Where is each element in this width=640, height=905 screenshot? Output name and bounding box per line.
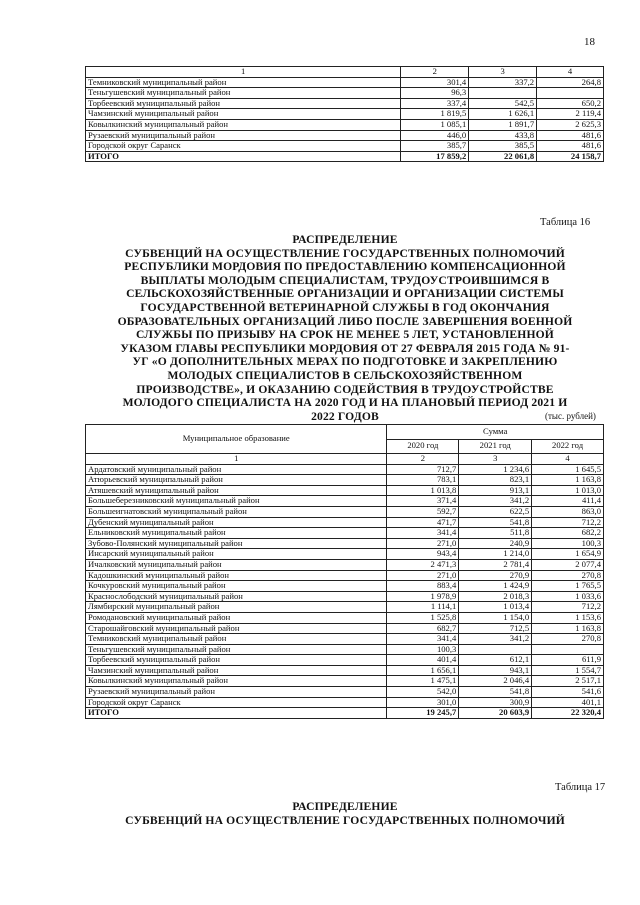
- table-row: [86, 130, 604, 141]
- value-cell: 592,7: [387, 506, 459, 517]
- value-cell: 1 163,8: [532, 623, 604, 634]
- page-number: 18: [584, 36, 595, 48]
- value-cell: 1 114,1: [387, 602, 459, 613]
- column-index: 1: [86, 454, 387, 465]
- table-row: [86, 538, 604, 549]
- municipality-cell: Зубово-Полянский муниципальный район: [86, 538, 387, 549]
- value-cell: 863,0: [532, 506, 604, 517]
- table-row: [86, 506, 604, 517]
- table-row: [86, 697, 604, 708]
- heading-line: УГ «О ДОПОЛНИТЕЛЬНЫХ МЕРАХ ПО ПОДГОТОВКЕ И ЗАКРЕПЛЕНИЮ: [132, 355, 558, 369]
- value-cell: 240,9: [459, 538, 532, 549]
- value-cell: 411,4: [532, 496, 604, 507]
- value-cell: 446,0: [401, 130, 469, 141]
- value-cell: 1 645,5: [532, 464, 604, 475]
- value-cell: 2 625,3: [537, 119, 604, 130]
- heading-line: СЕЛЬСКОХОЗЯЙСТВЕННЫЕ ОРГАНИЗАЦИИ И ОРГАНИЗАЦИИ СИСТЕМЫ: [126, 287, 564, 301]
- value-cell: 883,4: [387, 581, 459, 592]
- value-cell: 270,8: [532, 634, 604, 645]
- value-cell: 1 085,1: [401, 119, 469, 130]
- table-row: [86, 141, 604, 152]
- value-cell: 264,8: [537, 77, 604, 88]
- table-row: [86, 591, 604, 602]
- column-header: 3: [469, 67, 537, 78]
- value-cell: 337,2: [469, 77, 537, 88]
- table-17-caption: Таблица 17: [555, 782, 606, 793]
- table-16-body: [86, 464, 604, 718]
- value-cell: 1 013,4: [459, 602, 532, 613]
- value-cell: 1 656,1: [387, 665, 459, 676]
- municipality-cell: Большеигнатовский муниципальный район: [86, 506, 387, 517]
- table-row: [86, 602, 604, 613]
- value-cell: 650,2: [537, 98, 604, 109]
- table-row: [86, 687, 604, 698]
- value-cell: 1 626,1: [469, 109, 537, 120]
- value-cell: 611,9: [532, 655, 604, 666]
- value-cell: 541,6: [532, 687, 604, 698]
- municipality-cell: Ромодановский муниципальный район: [86, 612, 387, 623]
- table-row: [86, 655, 604, 666]
- total-value: 22 061,8: [469, 151, 537, 162]
- value-cell: 712,5: [459, 623, 532, 634]
- heading-lines: [80, 247, 610, 424]
- municipality-cell: Лямбирский муниципальный район: [86, 602, 387, 613]
- municipality-cell: Торбеевский муниципальный район: [86, 655, 387, 666]
- heading-line: СУБВЕНЦИЙ НА ОСУЩЕСТВЛЕНИЕ ГОСУДАРСТВЕННЫХ ПОЛНОМОЧИЙ: [125, 813, 565, 827]
- column-header: 2: [401, 67, 469, 78]
- heading-line: СУБВЕНЦИЙ НА ОСУЩЕСТВЛЕНИЕ ГОСУДАРСТВЕННЫХ ПОЛНОМОЧИЙ: [125, 246, 565, 260]
- top-table-body: [86, 77, 604, 162]
- municipality-cell: Темниковский муниципальный район: [86, 77, 401, 88]
- value-cell: 542,0: [387, 687, 459, 698]
- table-row: [86, 665, 604, 676]
- municipality-cell: Ельниковский муниципальный район: [86, 528, 387, 539]
- table-row: [86, 623, 604, 634]
- value-cell: 2 119,4: [537, 109, 604, 120]
- column-header-year: 2020 год: [387, 439, 459, 454]
- value-cell: 401,1: [532, 697, 604, 708]
- table-row: [86, 570, 604, 581]
- value-cell: 1 765,5: [532, 581, 604, 592]
- column-header-sum: Сумма: [387, 425, 604, 440]
- column-header-year: 2021 год: [459, 439, 532, 454]
- value-cell: 2 077,4: [532, 559, 604, 570]
- value-cell: 301,4: [401, 77, 469, 88]
- total-value: 22 320,4: [532, 708, 604, 719]
- value-cell: 541,8: [459, 517, 532, 528]
- municipality-cell: Торбеевский муниципальный район: [86, 98, 401, 109]
- value-cell: 300,9: [459, 697, 532, 708]
- value-cell: 542,5: [469, 98, 537, 109]
- value-cell: 2 471,3: [387, 559, 459, 570]
- value-cell: 943,4: [387, 549, 459, 560]
- heading-line: РЕСПУБЛИКИ МОРДОВИЯ ПО ПРЕДОСТАВЛЕНИЮ КОМПЕНСАЦИОННОЙ: [124, 260, 566, 274]
- municipality-cell: Большеберезниковский муниципальный район: [86, 496, 387, 507]
- table-row: [86, 528, 604, 539]
- table-row: [86, 559, 604, 570]
- value-cell: 1 153,6: [532, 612, 604, 623]
- value-cell: 511,8: [459, 528, 532, 539]
- heading-line: ПРОИЗВОДСТВЕ», И ОКАЗАНИЮ СОДЕЙСТВИЯ В ТРУДОУСТРОЙСТВЕ: [136, 382, 554, 396]
- table-row: [86, 581, 604, 592]
- value-cell: 371,4: [387, 496, 459, 507]
- value-cell: 385,7: [401, 141, 469, 152]
- table-row: [86, 109, 604, 120]
- value-cell: 1 525,8: [387, 612, 459, 623]
- value-cell: 481,6: [537, 130, 604, 141]
- value-cell: 1 475,1: [387, 676, 459, 687]
- value-cell: 1 654,9: [532, 549, 604, 560]
- value-cell: 471,7: [387, 517, 459, 528]
- value-cell: 1 234,6: [459, 464, 532, 475]
- value-cell: 783,1: [387, 475, 459, 486]
- value-cell: 337,4: [401, 98, 469, 109]
- table-row: [86, 485, 604, 496]
- table-row: [86, 77, 604, 88]
- table-row: [86, 676, 604, 687]
- municipality-cell: Атяшевский муниципальный район: [86, 485, 387, 496]
- table-16: [85, 424, 604, 719]
- value-cell: 1 154,0: [459, 612, 532, 623]
- total-value: 20 603,9: [459, 708, 532, 719]
- total-row: [86, 151, 604, 162]
- top-table-header-row: [86, 67, 604, 78]
- heading-line: СЛУЖБЫ ПО ПРИЗЫВУ НА СРОК НЕ МЕНЕЕ 5 ЛЕТ, УСТАНОВЛЕННОЙ: [136, 328, 554, 342]
- value-cell: 1 424,9: [459, 581, 532, 592]
- column-header-municipality: Муниципальное образование: [86, 425, 387, 454]
- value-cell: 341,4: [387, 634, 459, 645]
- units-label: (тыс. рублей): [545, 411, 596, 421]
- column-index: 3: [459, 454, 532, 465]
- value-cell: 301,0: [387, 697, 459, 708]
- value-cell: [459, 644, 532, 655]
- value-cell: 1 554,7: [532, 665, 604, 676]
- municipality-cell: Атюрьевский муниципальный район: [86, 475, 387, 486]
- municipality-cell: Кадошкинский муниципальный район: [86, 570, 387, 581]
- value-cell: 2 781,4: [459, 559, 532, 570]
- value-cell: 1 978,9: [387, 591, 459, 602]
- column-header: 4: [537, 67, 604, 78]
- value-cell: 541,8: [459, 687, 532, 698]
- municipality-cell: Инсарский муниципальный район: [86, 549, 387, 560]
- table-row: [86, 475, 604, 486]
- municipality-cell: Ковылкинский муниципальный район: [86, 676, 387, 687]
- heading-line: МОЛОДОГО СПЕЦИАЛИСТА НА 2020 ГОД И НА ПЛАНОВЫЙ ПЕРИОД 2021 И: [122, 396, 568, 410]
- value-cell: 341,2: [459, 634, 532, 645]
- heading-line: ВЫПЛАТЫ МОЛОДЫМ СПЕЦИАЛИСТАМ, ТРУДОУСТРОИВШИМСЯ В: [140, 273, 550, 287]
- column-index: 4: [532, 454, 604, 465]
- municipality-cell: Ичалковский муниципальный район: [86, 559, 387, 570]
- value-cell: 270,8: [532, 570, 604, 581]
- municipality-cell: Кочкуровский муниципальный район: [86, 581, 387, 592]
- value-cell: 341,2: [459, 496, 532, 507]
- table-row: [86, 612, 604, 623]
- table-17-heading: [80, 800, 610, 827]
- column-header-year: 2022 год: [532, 439, 604, 454]
- value-cell: 682,7: [387, 623, 459, 634]
- table-row: [86, 464, 604, 475]
- municipality-cell: Ковылкинский муниципальный район: [86, 119, 401, 130]
- value-cell: 341,4: [387, 528, 459, 539]
- value-cell: 1 819,5: [401, 109, 469, 120]
- municipality-cell: Рузаевский муниципальный район: [86, 687, 387, 698]
- table-row: [86, 549, 604, 560]
- heading-line: 2022 ГОДОВ: [311, 409, 379, 423]
- heading-lines: [80, 814, 610, 828]
- value-cell: 271,0: [387, 538, 459, 549]
- total-label: ИТОГО: [86, 151, 401, 162]
- total-label: ИТОГО: [86, 708, 387, 719]
- table-row: [86, 119, 604, 130]
- value-cell: 100,3: [532, 538, 604, 549]
- municipality-cell: Ардатовский муниципальный район: [86, 464, 387, 475]
- total-row: [86, 708, 604, 719]
- table-row: [86, 88, 604, 99]
- value-cell: 712,7: [387, 464, 459, 475]
- value-cell: [537, 88, 604, 99]
- heading-line: ГОСУДАРСТВЕННОЙ ВЕТЕРИНАРНОЙ СЛУЖБЫ В ГОД ОКОНЧАНИЯ: [140, 300, 550, 314]
- column-header: 1: [86, 67, 401, 78]
- value-cell: 96,3: [401, 88, 469, 99]
- table-16-header-row: [86, 425, 604, 440]
- table-row: [86, 634, 604, 645]
- value-cell: 943,1: [459, 665, 532, 676]
- value-cell: 1 013,0: [532, 485, 604, 496]
- value-cell: 2 046,4: [459, 676, 532, 687]
- municipality-cell: Темниковский муниципальный район: [86, 634, 387, 645]
- table-16-caption: Таблица 16: [540, 217, 591, 228]
- total-value: 24 158,7: [537, 151, 604, 162]
- value-cell: 2 018,3: [459, 591, 532, 602]
- municipality-cell: Городской округ Саранск: [86, 697, 387, 708]
- table-row: [86, 644, 604, 655]
- value-cell: 1 891,7: [469, 119, 537, 130]
- value-cell: 913,1: [459, 485, 532, 496]
- value-cell: 712,2: [532, 602, 604, 613]
- value-cell: 481,6: [537, 141, 604, 152]
- value-cell: 385,5: [469, 141, 537, 152]
- municipality-cell: Старошайговский муниципальный район: [86, 623, 387, 634]
- municipality-cell: Теньгушевский муниципальный район: [86, 644, 387, 655]
- value-cell: 823,1: [459, 475, 532, 486]
- value-cell: 612,1: [459, 655, 532, 666]
- heading-line: УКАЗОМ ГЛАВЫ РЕСПУБЛИКИ МОРДОВИЯ ОТ 27 ФЕВРАЛЯ 2015 ГОДА № 91-: [120, 341, 570, 355]
- value-cell: 270,9: [459, 570, 532, 581]
- table-16-heading: [80, 233, 610, 423]
- value-cell: 401,4: [387, 655, 459, 666]
- table-row: [86, 496, 604, 507]
- municipality-cell: Чамзинский муниципальный район: [86, 109, 401, 120]
- municipality-cell: Рузаевский муниципальный район: [86, 130, 401, 141]
- value-cell: 1 214,0: [459, 549, 532, 560]
- table-16-index-row: [86, 454, 604, 465]
- value-cell: 2 517,1: [532, 676, 604, 687]
- table-row: [86, 517, 604, 528]
- value-cell: 1 163,8: [532, 475, 604, 486]
- column-index: 2: [387, 454, 459, 465]
- value-cell: 433,8: [469, 130, 537, 141]
- value-cell: 682,2: [532, 528, 604, 539]
- total-value: 19 245,7: [387, 708, 459, 719]
- value-cell: 271,0: [387, 570, 459, 581]
- value-cell: 100,3: [387, 644, 459, 655]
- heading-title: РАСПРЕДЕЛЕНИЕ: [292, 800, 398, 813]
- top-data-table: [85, 66, 604, 162]
- municipality-cell: Чамзинский муниципальный район: [86, 665, 387, 676]
- heading-line: МОЛОДЫХ СПЕЦИАЛИСТОВ В СЕЛЬСКОХОЗЯЙСТВЕННОМ: [167, 368, 523, 382]
- municipality-cell: Теньгушевский муниципальный район: [86, 88, 401, 99]
- municipality-cell: Краснослободский муниципальный район: [86, 591, 387, 602]
- heading-line: ОБРАЗОВАТЕЛЬНЫХ ОРГАНИЗАЦИЙ ЛИБО ПОСЛЕ ЗАВЕРШЕНИЯ ВОЕННОЙ: [117, 314, 573, 328]
- municipality-cell: Городской округ Саранск: [86, 141, 401, 152]
- value-cell: [532, 644, 604, 655]
- value-cell: [469, 88, 537, 99]
- value-cell: 1 033,6: [532, 591, 604, 602]
- value-cell: 712,2: [532, 517, 604, 528]
- total-value: 17 859,2: [401, 151, 469, 162]
- table-row: [86, 98, 604, 109]
- municipality-cell: Дубенский муниципальный район: [86, 517, 387, 528]
- value-cell: 1 013,8: [387, 485, 459, 496]
- heading-title: РАСПРЕДЕЛЕНИЕ: [292, 233, 398, 246]
- value-cell: 622,5: [459, 506, 532, 517]
